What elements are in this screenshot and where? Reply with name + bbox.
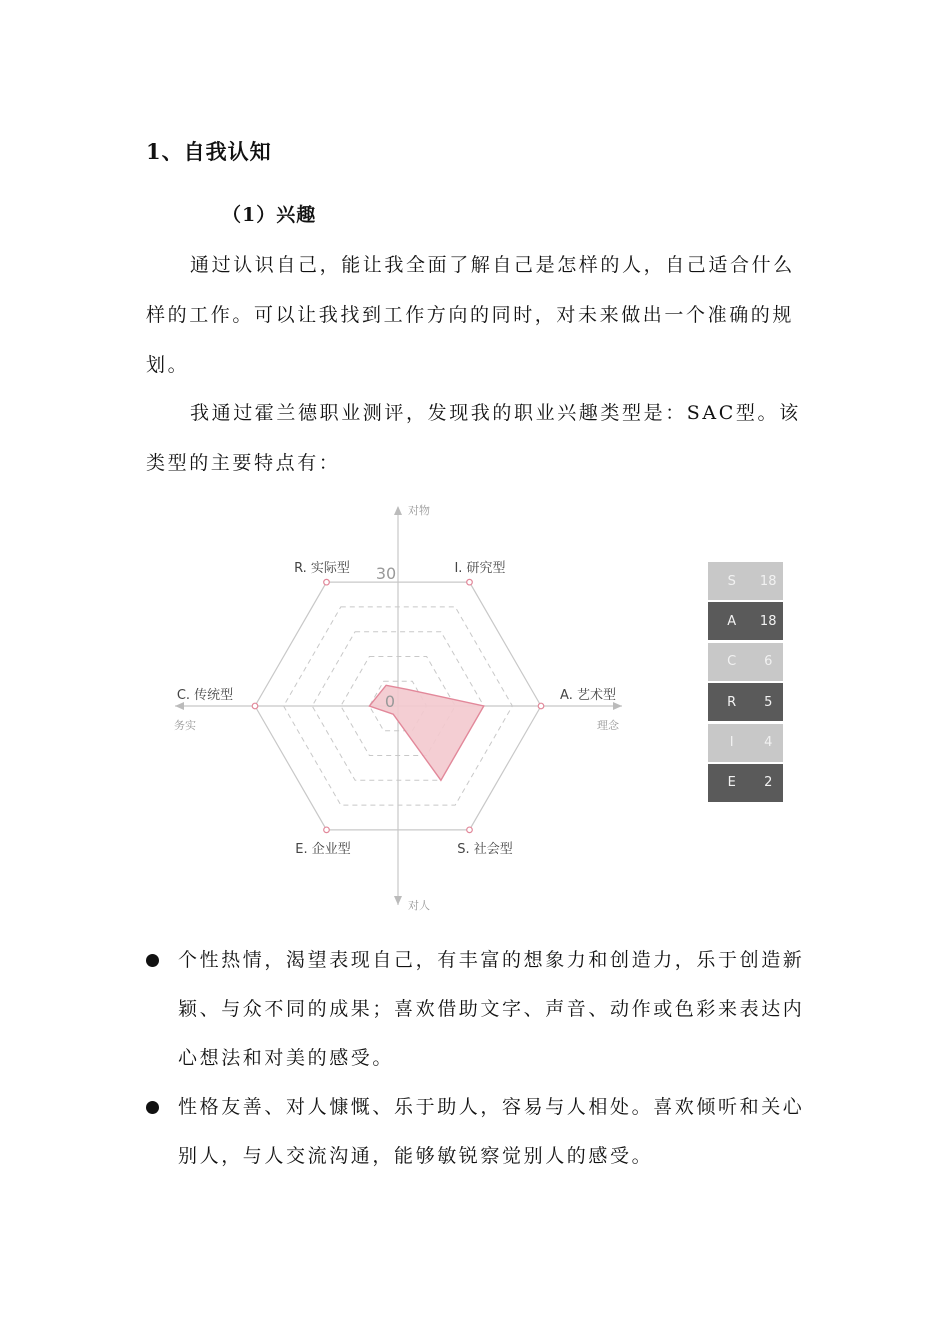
trait-bullet-text: 个性热情，渴望表现自己，有丰富的想象力和创造力，乐于创造新颖、与众不同的成果；喜欢借助文字、声音、动作或色彩来表达内心想法和对美的感受。 [178, 949, 805, 1069]
score-value: 5 [764, 694, 773, 710]
arrow-down-icon [394, 896, 402, 905]
axis-label: S. 社会型 [457, 842, 513, 857]
score-value: 4 [764, 735, 773, 751]
bullet-dot-icon [146, 1101, 159, 1114]
holland-radar-chart [150, 495, 650, 920]
arrow-up-icon [394, 506, 402, 515]
axis-label: E. 企业型 [295, 842, 351, 857]
section-heading: 1、自我认知 [146, 139, 272, 164]
score-table [708, 562, 783, 804]
axis-label: C. 传统型 [176, 688, 234, 703]
score-row [708, 562, 783, 600]
score-code: R [727, 694, 737, 710]
score-code: S [727, 573, 736, 589]
score-code: E [727, 775, 736, 791]
score-row [708, 643, 783, 681]
bullet-dot-icon [146, 954, 159, 967]
axis-vertex-marker [324, 579, 330, 585]
trait-bullet-text: 性格友善、对人慷慨、乐于助人，容易与人相处。喜欢倾听和关心别人，与人交流沟通，能够敏锐察觉别人的感受。 [178, 1096, 805, 1167]
pole-label-top: 对物 [408, 504, 430, 517]
test-result-paragraph: 我通过霍兰德职业测评，发现我的职业兴趣类型是：SAC型。该类型的主要特点有： [146, 402, 801, 474]
trait-bullet [146, 1083, 816, 1181]
score-row [708, 683, 783, 721]
tick-label-max: 30 [375, 564, 397, 583]
score-value: 18 [759, 613, 777, 629]
trait-bullet-list [146, 936, 816, 1181]
arrow-left-icon [175, 702, 184, 710]
subsection-heading: （1）兴趣 [222, 204, 317, 226]
score-value: 2 [764, 775, 773, 791]
score-code: I [729, 735, 734, 751]
pole-label-bottom: 对人 [408, 899, 430, 912]
radar-svg [150, 495, 650, 920]
trait-bullet [146, 936, 816, 1083]
pole-label-right: 理念 [597, 719, 619, 732]
score-row [708, 764, 783, 802]
axis-vertex-marker [252, 703, 258, 709]
score-row [708, 724, 783, 762]
axis-vertex-marker [467, 579, 473, 585]
intro-paragraph: 通过认识自己，能让我全面了解自己是怎样的人，自己适合什么样的工作。可以让我找到工作方向的同时，对未来做出一个准确的规划。 [146, 254, 795, 376]
axis-label: I. 研究型 [454, 561, 506, 576]
arrow-right-icon [613, 702, 622, 710]
axis-vertex-marker [324, 827, 330, 833]
axis-vertex-marker [538, 703, 544, 709]
axis-label: R. 实际型 [294, 561, 350, 576]
score-value: 18 [759, 573, 777, 589]
axis-vertex-marker [467, 827, 473, 833]
score-row [708, 602, 783, 640]
pole-label-left: 务实 [174, 719, 196, 732]
score-code: C [727, 654, 737, 670]
score-value: 6 [764, 654, 773, 670]
score-code: A [727, 613, 737, 629]
axis-label: A. 艺术型 [560, 688, 616, 703]
tick-label-zero: 0 [384, 692, 396, 711]
